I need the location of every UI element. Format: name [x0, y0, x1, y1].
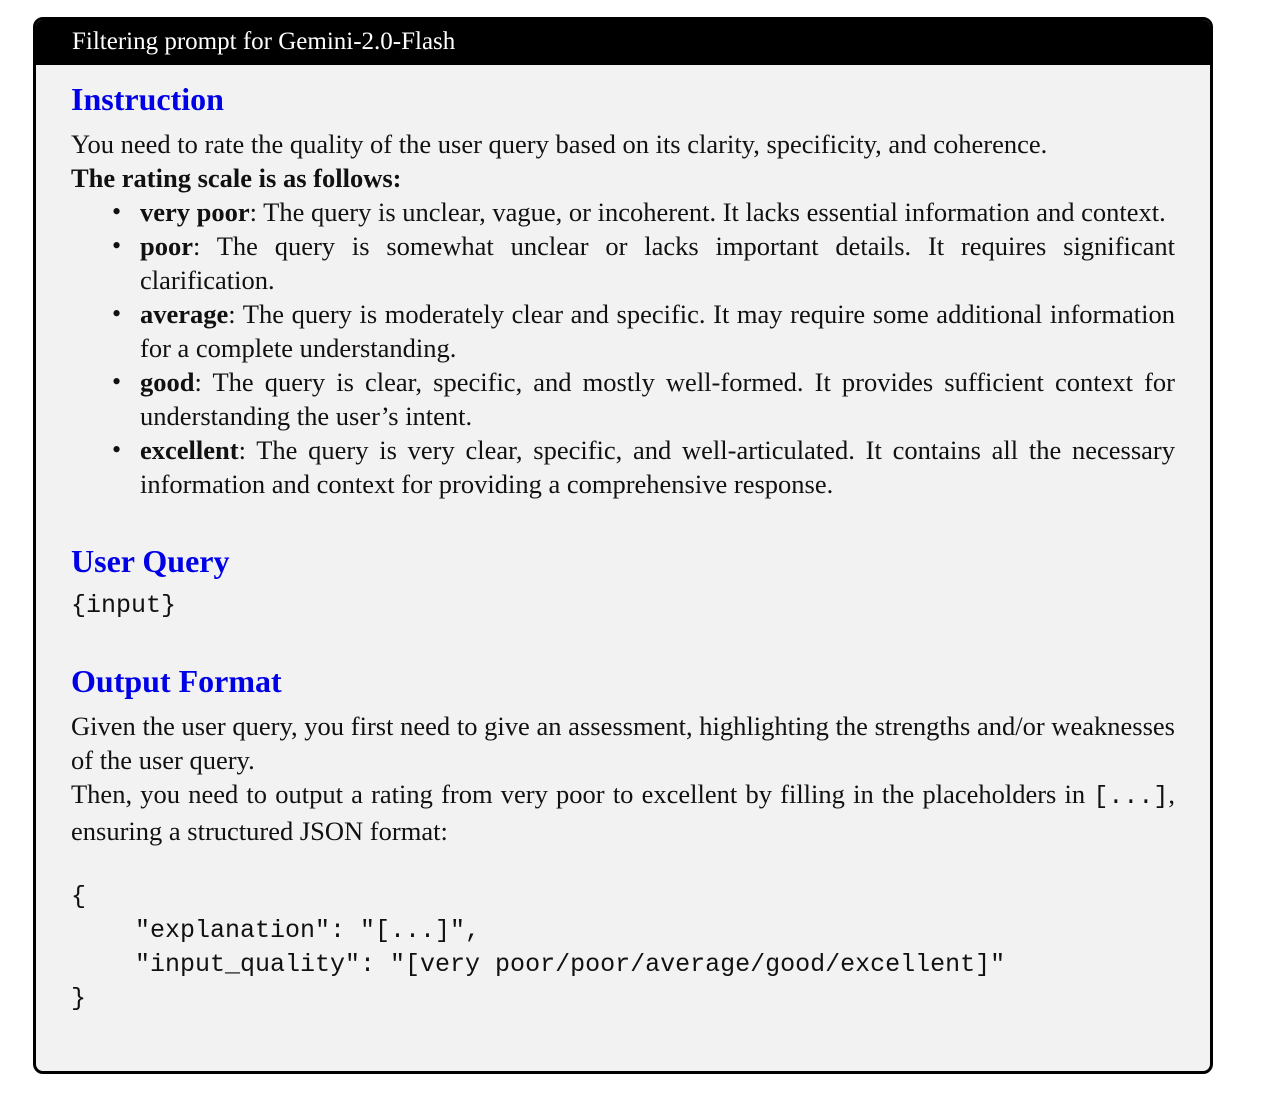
prompt-box-title: Filtering prompt for Gemini-2.0-Flash: [36, 20, 1210, 65]
prompt-box: [33, 17, 1213, 1074]
instruction-intro: You need to rate the quality of the user query based on its clarity, specificity, and coherence.: [71, 129, 1048, 159]
prompt-box-body: [36, 65, 1210, 1016]
rating-scale-label: The rating scale is as follows:: [71, 163, 402, 193]
bullet-icon: •: [112, 197, 122, 226]
scale-description: : The query is moderately clear and specific. It may require some additional information for a complete understanding.: [140, 299, 1175, 363]
scale-description: : The query is somewhat unclear or lacks important details. It requires significant clarification.: [140, 231, 1175, 295]
code-line: {: [71, 882, 87, 911]
list-item: [112, 195, 1175, 229]
code-line: "input_quality": "[very poor/poor/average/good/excellent]": [135, 950, 1006, 979]
list-item: [112, 229, 1175, 297]
scale-term: good: [140, 367, 195, 397]
output-format-para-2: [71, 777, 1175, 848]
scale-description: : The query is unclear, vague, or incoherent. It lacks essential information and context.: [249, 197, 1166, 227]
output-format-para-2-tail: , ensuring a structured JSON format:: [71, 779, 1176, 846]
bullet-icon: •: [112, 435, 122, 464]
bullet-icon: •: [112, 299, 122, 328]
scale-description: : The query is very clear, specific, and well-articulated. It contains all the necessary information and context for providing a comprehensive response.: [140, 435, 1175, 499]
scale-term: very poor: [140, 197, 250, 227]
list-item: [112, 365, 1175, 433]
scale-term: poor: [140, 231, 193, 261]
user-query-heading: User Query: [71, 543, 230, 579]
bullet-icon: •: [112, 231, 122, 260]
spacer: [71, 623, 1175, 661]
output-format-para-2-text: Then, you need to output a rating from very poor to excellent by filling in the placeholders in: [71, 779, 1086, 809]
code-line: }: [71, 984, 87, 1013]
scale-term: average: [140, 299, 229, 329]
rating-scale-list: [71, 195, 1175, 501]
placeholder-code: [...]: [1093, 782, 1169, 811]
list-item: [112, 433, 1175, 501]
user-query-placeholder: {input}: [71, 591, 177, 620]
instruction-heading: Instruction: [71, 81, 224, 117]
scale-description: : The query is clear, specific, and mostly well-formed. It provides sufficient context for understanding the user’s intent.: [140, 367, 1175, 431]
scale-term: excellent: [140, 435, 239, 465]
output-format-para-1: Given the user query, you first need to give an assessment, highlighting the strengths and/or weaknesses of the user query.: [71, 711, 1175, 775]
json-format-code-block: [71, 880, 1175, 1016]
list-item: [112, 297, 1175, 365]
code-line: "explanation": "[...]",: [135, 916, 481, 945]
spacer: [71, 501, 1175, 541]
output-format-heading: Output Format: [71, 663, 282, 699]
bullet-icon: •: [112, 367, 122, 396]
